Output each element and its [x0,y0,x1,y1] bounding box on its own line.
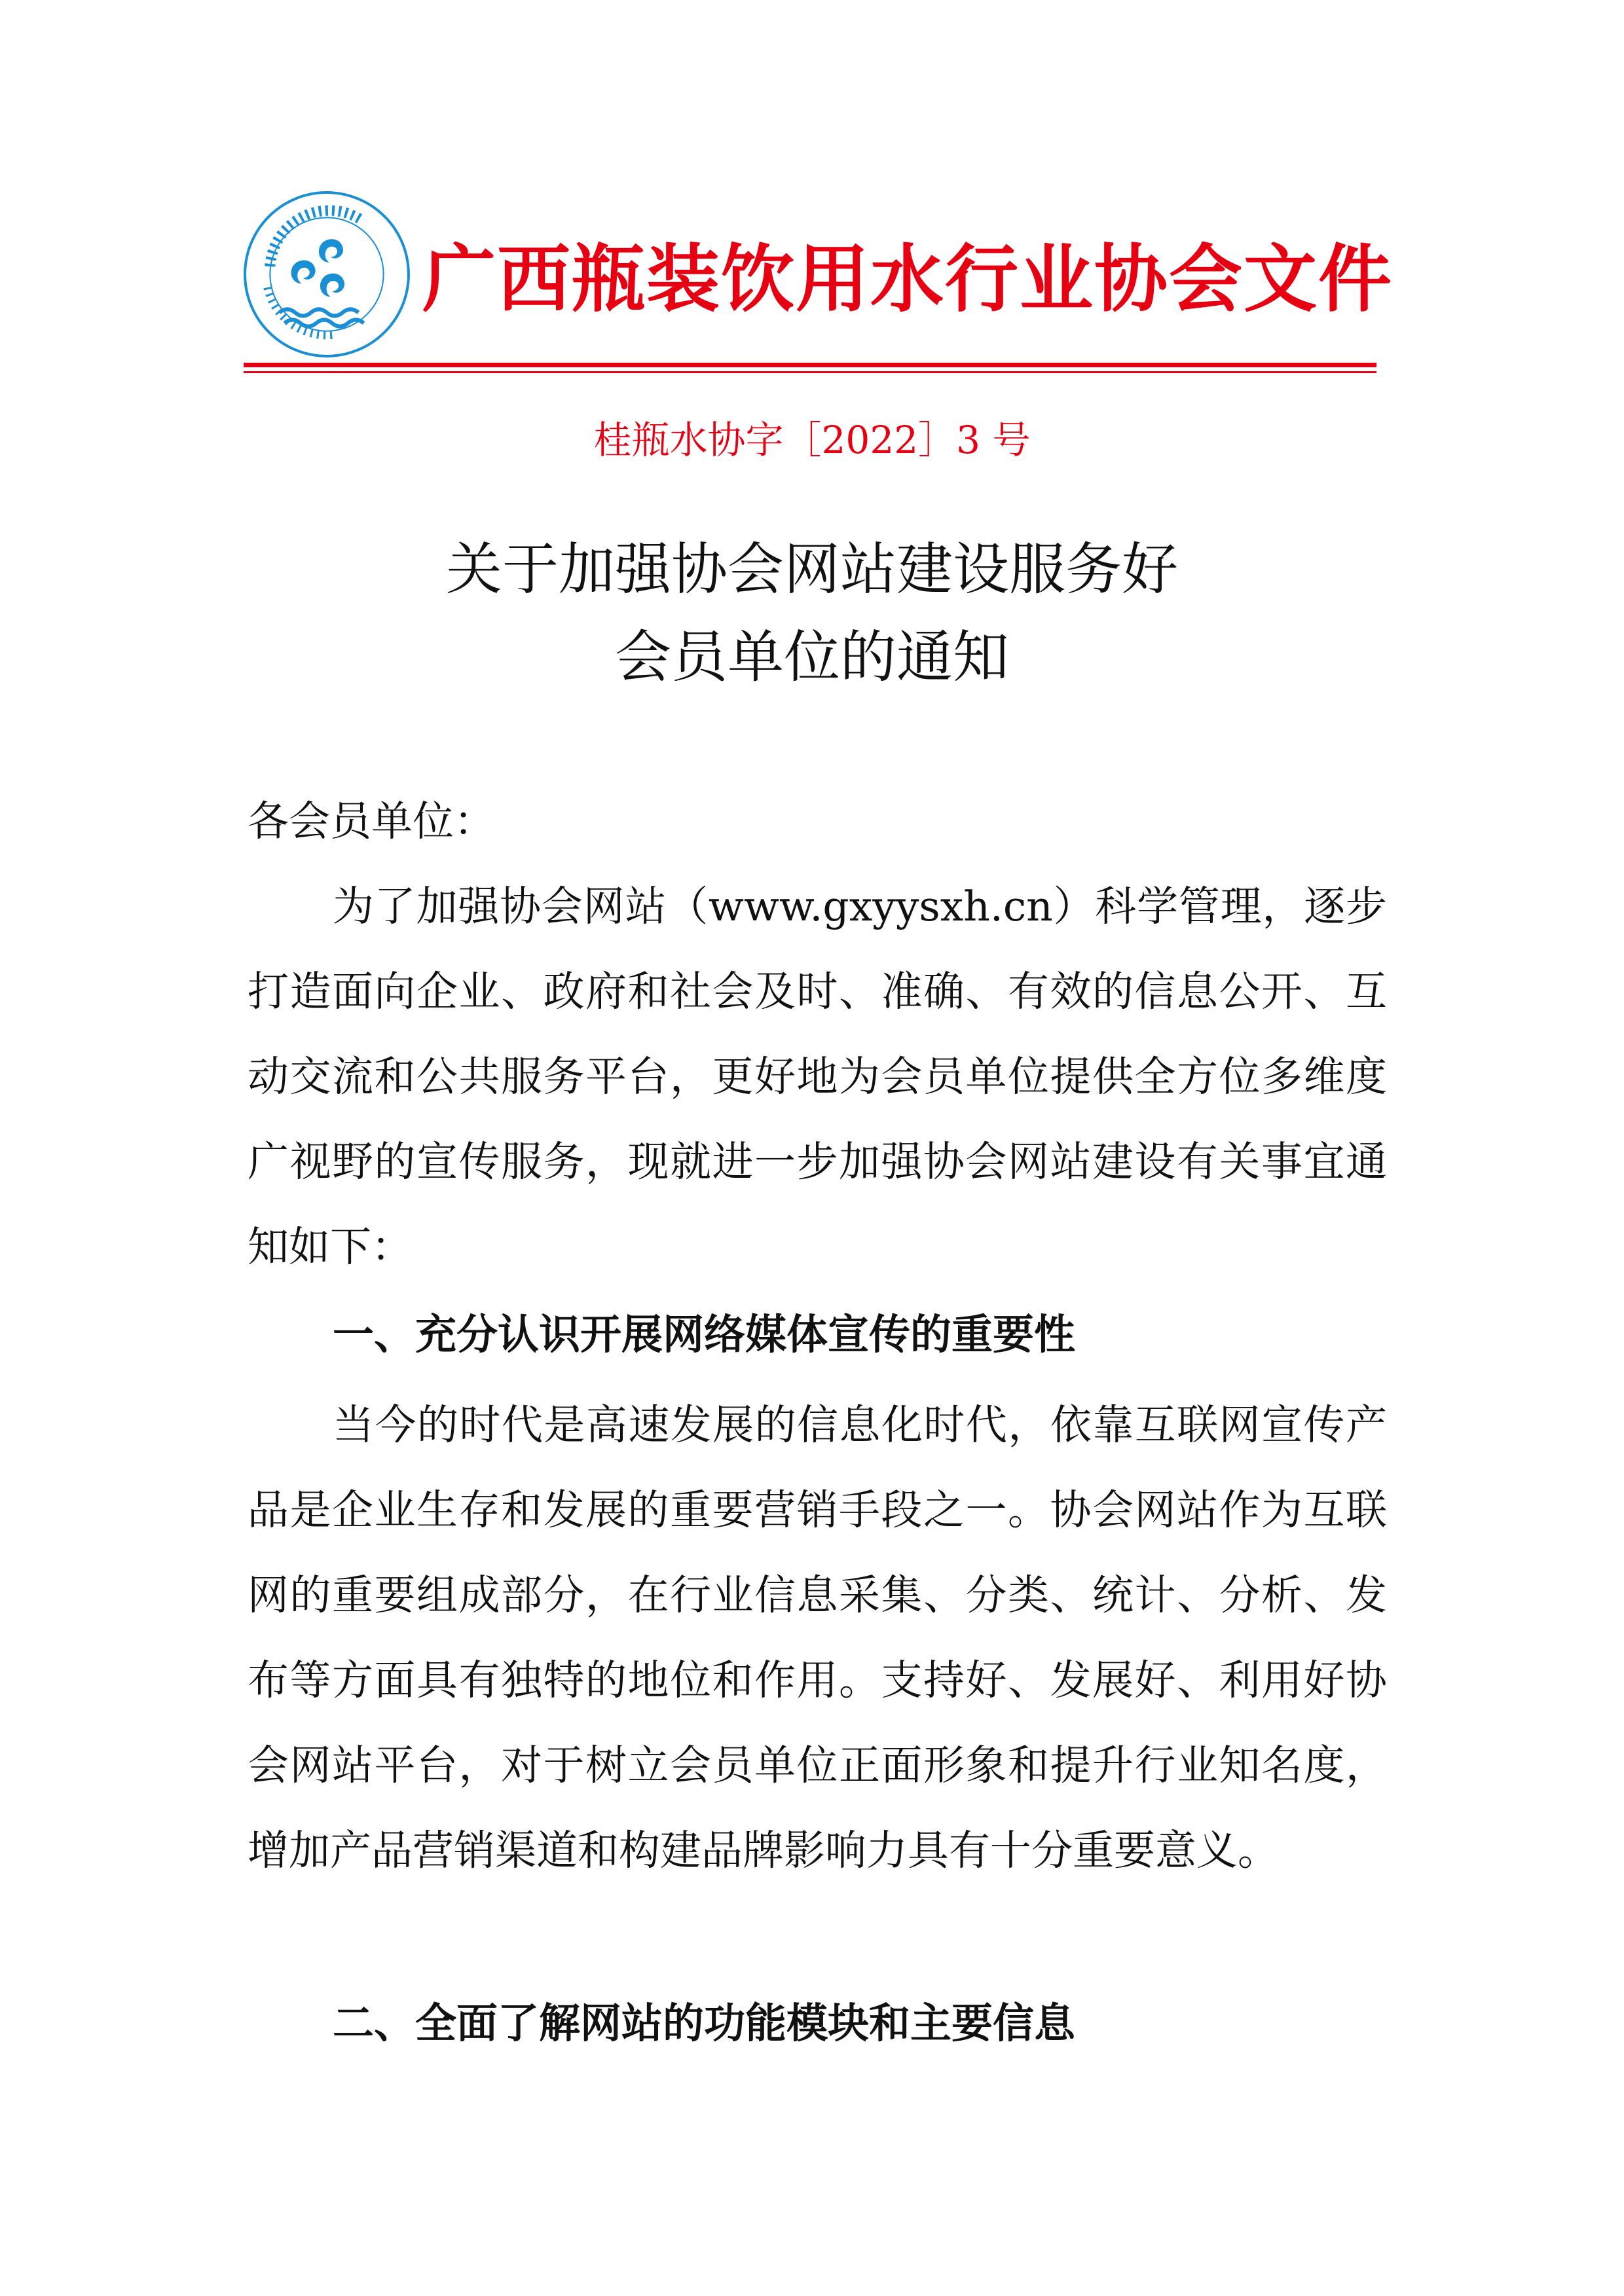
salutation: 各会员单位： [248,797,495,845]
association-logo [241,189,413,360]
section-2-heading: 二、全面了解网站的功能模块和主要信息 [333,1999,1075,2047]
water-drop-logo-icon [241,189,413,360]
document-title-line-1: 关于加强协会网站建设服务好 [446,537,1178,602]
letterhead-rule-thin [244,371,1376,373]
document-number: 桂瓶水协字［2022］3 号 [593,418,1031,462]
section-1-heading: 一、充分认识开展网络媒体宣传的重要性 [333,1311,1075,1358]
org-letterhead-title: 广西瓶装饮用水行业协会文件 [422,237,1393,322]
section-1-paragraph: 当今的时代是高速发展的信息化时代，依靠互联网宣传产品是企业生存和发展的重要营销手段之一。协会网站作为互联网的重要组成部分，在行业信息采集、分类、统计、分析、发布等方面具有独特的地位和作用。支持好、发展好、利用好协会网站平台，对于树立会员单位正面形象和提升行业知名度，增加产品营销渠道和构建品牌影响力具有十分重要意义。 [248,1401,1387,1874]
letterhead-rule-thick [244,363,1376,367]
document-title-line-2: 会员单位的通知 [615,625,1009,690]
intro-paragraph: 为了加强协会网站（www.gxyysxh.cn）科学管理，逐步打造面向企业、政府和社会及时、准确、有效的信息公开、互动交流和公共服务平台，更好地为会员单位提供全方位多维度广视野的宣传服务，现就进一步加强协会网站建设有关事宜通知如下： [248,883,1387,1271]
